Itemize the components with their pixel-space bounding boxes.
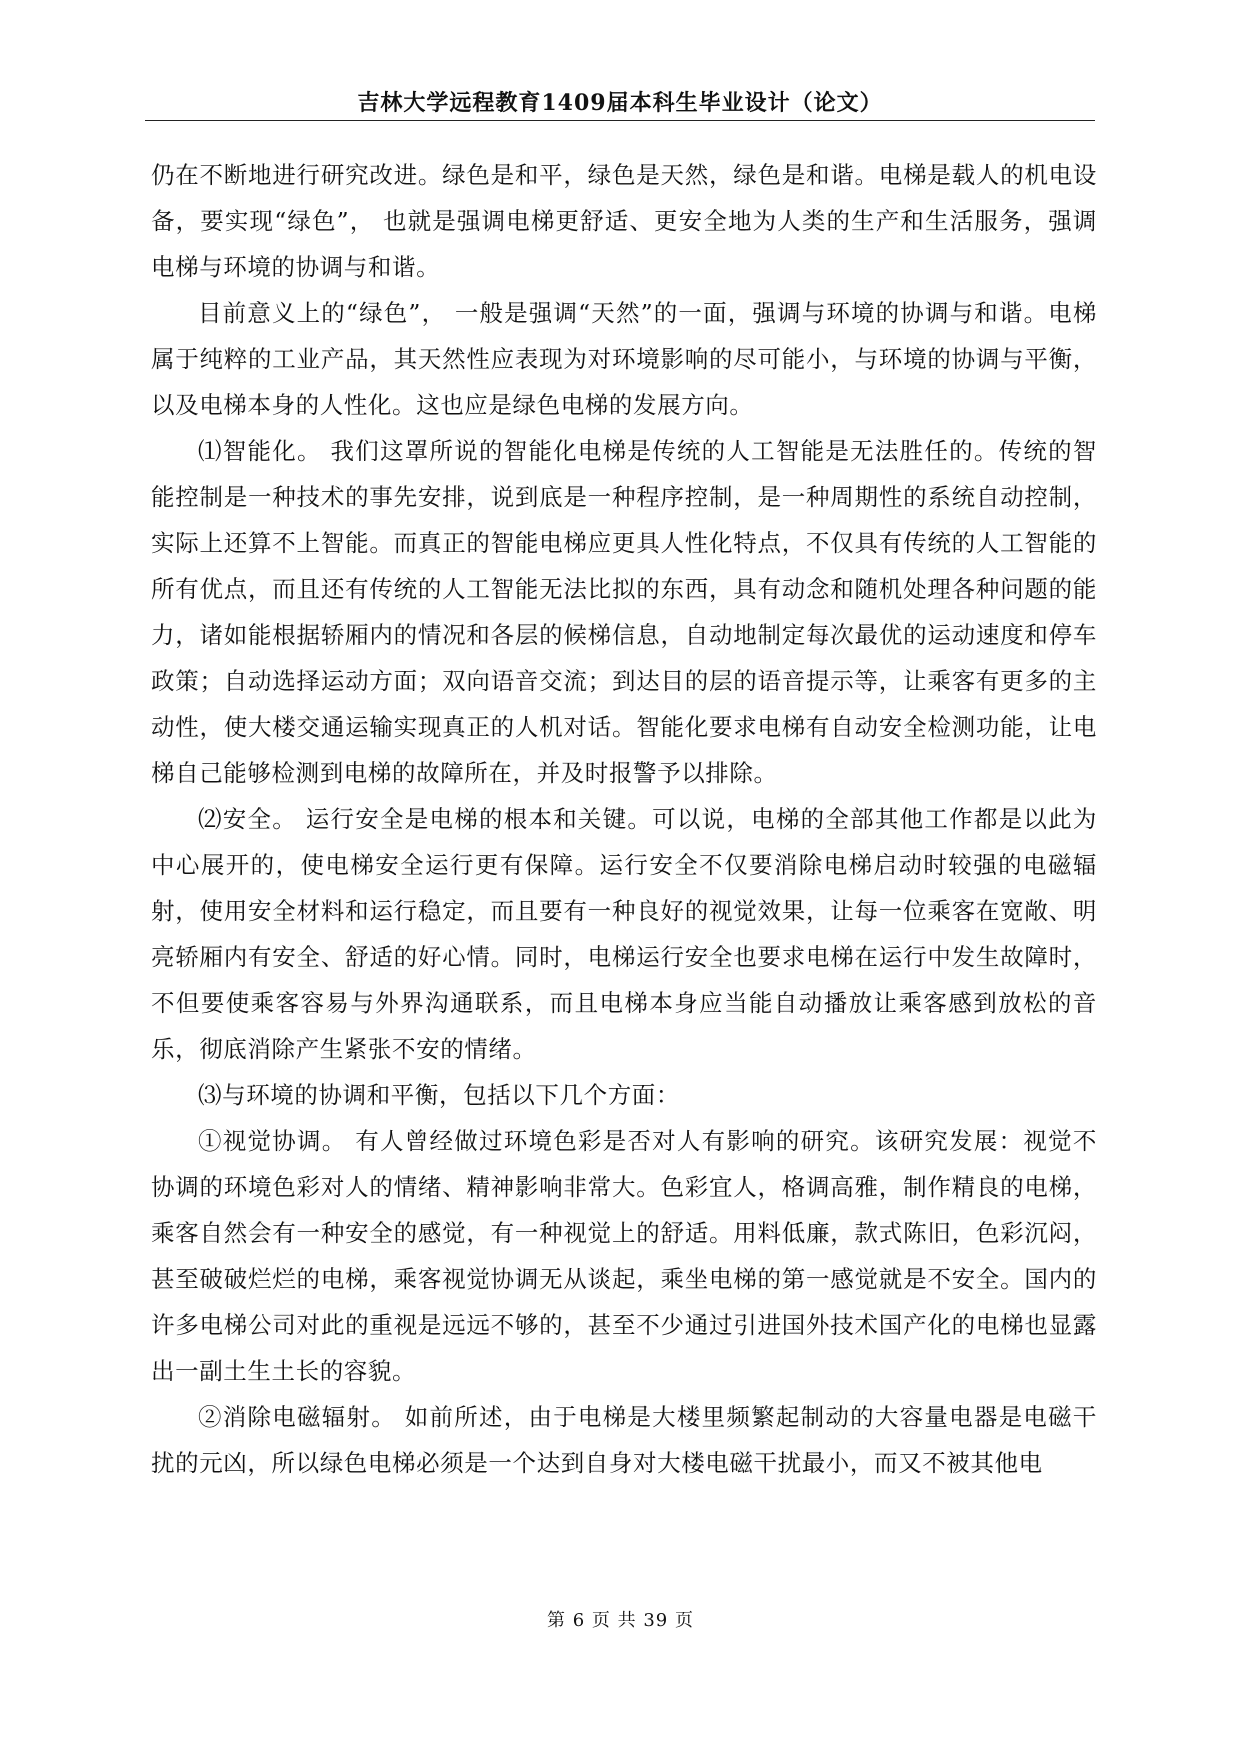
body-text xyxy=(151,152,1097,1486)
page-number xyxy=(0,1606,1241,1632)
paragraph-continued: 仍在不断地进行研究改进。绿色是和平，绿色是天然，绿色是和谐。电梯是载人的机电设备，要实现“绿色”， 也就是强调电梯更舒适、更安全地为人类的生产和生活服务，强调电梯与环境的协调与和谐。 xyxy=(151,161,1097,281)
page-number-label: 第 6 页 共 39 页 xyxy=(547,1610,694,1631)
running-header xyxy=(145,86,1095,121)
paragraph-intelligent: ⑴智能化。 我们这罩所说的智能化电梯是传统的人工智能是无法胜任的。传统的智能控制是一种技术的事先安排，说到底是一种程序控制，是一种周期性的系统自动控制，实际上还算不上智能。而真正的智能电梯应更具人性化特点，不仅具有传统的人工智能的所有优点，而且还有传统的人工智能无法比拟的东西，具有动念和随机处理各种问题的能力，诸如能根据轿厢内的情况和各层的候梯信息，自动地制定每次最优的运动速度和停车政策；自动选择运动方面；双向语音交流；到达目的层的语音提示等，让乘客有更多的主动性，使大楼交通运输实现真正的人机对话。智能化要求电梯有自动安全检测功能，让电梯自己能够检测到电梯的故障所在，并及时报警予以排除。 xyxy=(151,437,1097,787)
header-title: 吉林大学远程教育1409届本科生毕业设计（论文） xyxy=(357,90,883,116)
paragraph-green-meaning: 目前意义上的“绿色”， 一般是强调“天然”的一面，强调与环境的协调与和谐。电梯属于纯粹的工业产品，其天然性应表现为对环境影响的尽可能小，与环境的协调与平衡，以及电梯本身的人性化。这也应是绿色电梯的发展方向。 xyxy=(151,299,1097,419)
paragraph-safety: ⑵安全。 运行安全是电梯的根本和关键。可以说，电梯的全部其他工作都是以此为中心展开的，使电梯安全运行更有保障。运行安全不仅要消除电梯启动时较强的电磁辐射，使用安全材料和运行稳定，而且要有一种良好的视觉效果，让每一位乘客在宽敞、明亮轿厢内有安全、舒适的好心情。同时，电梯运行安全也要求电梯在运行中发生故障时，不但要使乘客容易与外界沟通联系，而且电梯本身应当能自动播放让乘客感到放松的音乐，彻底消除产生紧张不安的情绪。 xyxy=(151,805,1097,1063)
paragraph-environment-heading: ⑶与环境的协调和平衡，包括以下几个方面： xyxy=(198,1081,680,1109)
paragraph-visual-coordination: ①视觉协调。 有人曾经做过环境色彩是否对人有影响的研究。该研究发展：视觉不协调的环境色彩对人的情绪、精神影响非常大。色彩宜人，格调高雅，制作精良的电梯，乘客自然会有一种安全的感觉，有一种视觉上的舒适。用料低廉，款式陈旧，色彩沉闷，甚至破破烂烂的电梯，乘客视觉协调无从谈起，乘坐电梯的第一感觉就是不安全。国内的许多电梯公司对此的重视是远远不够的，甚至不少通过引进国外技术国产化的电梯也显露出一副土生土长的容貌。 xyxy=(151,1127,1097,1385)
paragraph-electromagnetic: ②消除电磁辐射。 如前所述，由于电梯是大楼里频繁起制动的大容量电器是电磁干扰的元凶，所以绿色电梯必须是一个达到自身对大楼电磁干扰最小，而又不被其他电 xyxy=(151,1403,1097,1477)
